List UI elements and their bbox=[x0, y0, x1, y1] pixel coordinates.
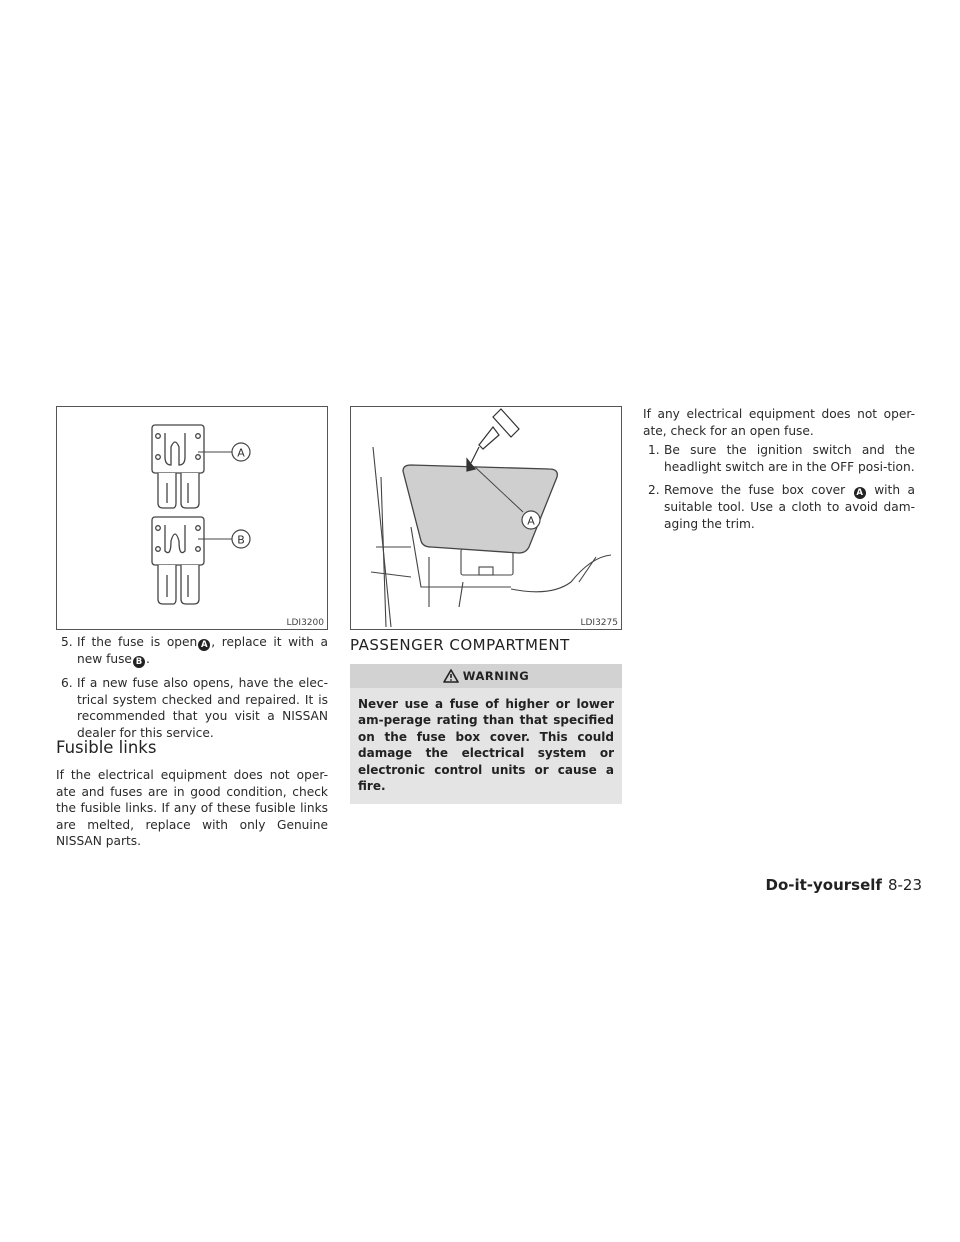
figure-code: LDI3275 bbox=[580, 618, 618, 628]
warning-text: Never use a fuse of higher or lower am-perage rating than that specified on the fuse box cover. This could damage the electrical system or electronic control units or cause a fire. bbox=[358, 697, 614, 794]
footer-section: Do-it-yourself bbox=[765, 876, 882, 894]
step-text: If a new fuse also opens, have the elec-trical system checked and repaired. It is recommended that you visit a NISSAN dealer for this service. bbox=[77, 676, 328, 740]
fuse-box-drawing bbox=[351, 407, 621, 629]
step-text: with a suitable tool. Use a cloth to avoid dam-aging the trim. bbox=[664, 483, 916, 531]
fuse-box-illustration bbox=[350, 406, 622, 630]
step-number: 2. bbox=[648, 483, 660, 498]
step-text: Remove the fuse box cover bbox=[664, 483, 846, 498]
step-2 bbox=[643, 482, 915, 532]
step-text: . bbox=[145, 652, 150, 666]
callout-b-icon: B bbox=[133, 656, 145, 668]
step-5 bbox=[56, 634, 328, 668]
step-6 bbox=[56, 675, 328, 741]
step-number: 1. bbox=[648, 443, 660, 457]
fig1-label-b: B bbox=[237, 533, 245, 547]
warning-box bbox=[350, 664, 622, 804]
callout-a-icon: A bbox=[854, 487, 866, 499]
right-steps bbox=[643, 442, 915, 539]
fig2-label-a: A bbox=[527, 514, 535, 528]
page-footer bbox=[766, 876, 923, 894]
warning-title: WARNING bbox=[462, 669, 530, 683]
step-text: If the fuse is open bbox=[77, 635, 198, 649]
left-steps bbox=[56, 634, 328, 748]
step-text: Be sure the ignition switch and the headlight switch are in the OFF posi-tion. bbox=[664, 443, 915, 474]
fuse-illustration bbox=[56, 406, 328, 630]
figure-code: LDI3200 bbox=[286, 618, 324, 628]
fuse-drawing bbox=[57, 407, 327, 629]
section-heading: PASSENGER COMPARTMENT bbox=[350, 636, 570, 654]
fusible-links-paragraph: If the electrical equipment does not oper-ate and fuses are in good condition, check the fusible links. If any of these fusible links are melted, replace with only Genuine NISSAN parts. bbox=[56, 768, 328, 849]
page-number: 8-23 bbox=[887, 876, 922, 894]
step-1 bbox=[643, 442, 915, 475]
right-intro: If any electrical equipment does not oper-ate, check for an open fuse. bbox=[643, 407, 915, 438]
fusible-links-heading: Fusible links bbox=[56, 738, 157, 757]
warning-icon bbox=[443, 669, 459, 683]
fig1-label-a: A bbox=[237, 446, 245, 460]
step-text: , replace it with a new fuse bbox=[77, 635, 328, 666]
callout-a-icon: A bbox=[198, 639, 210, 651]
warning-header bbox=[350, 664, 622, 688]
step-number: 5. bbox=[61, 635, 73, 649]
step-number: 6. bbox=[61, 676, 73, 690]
